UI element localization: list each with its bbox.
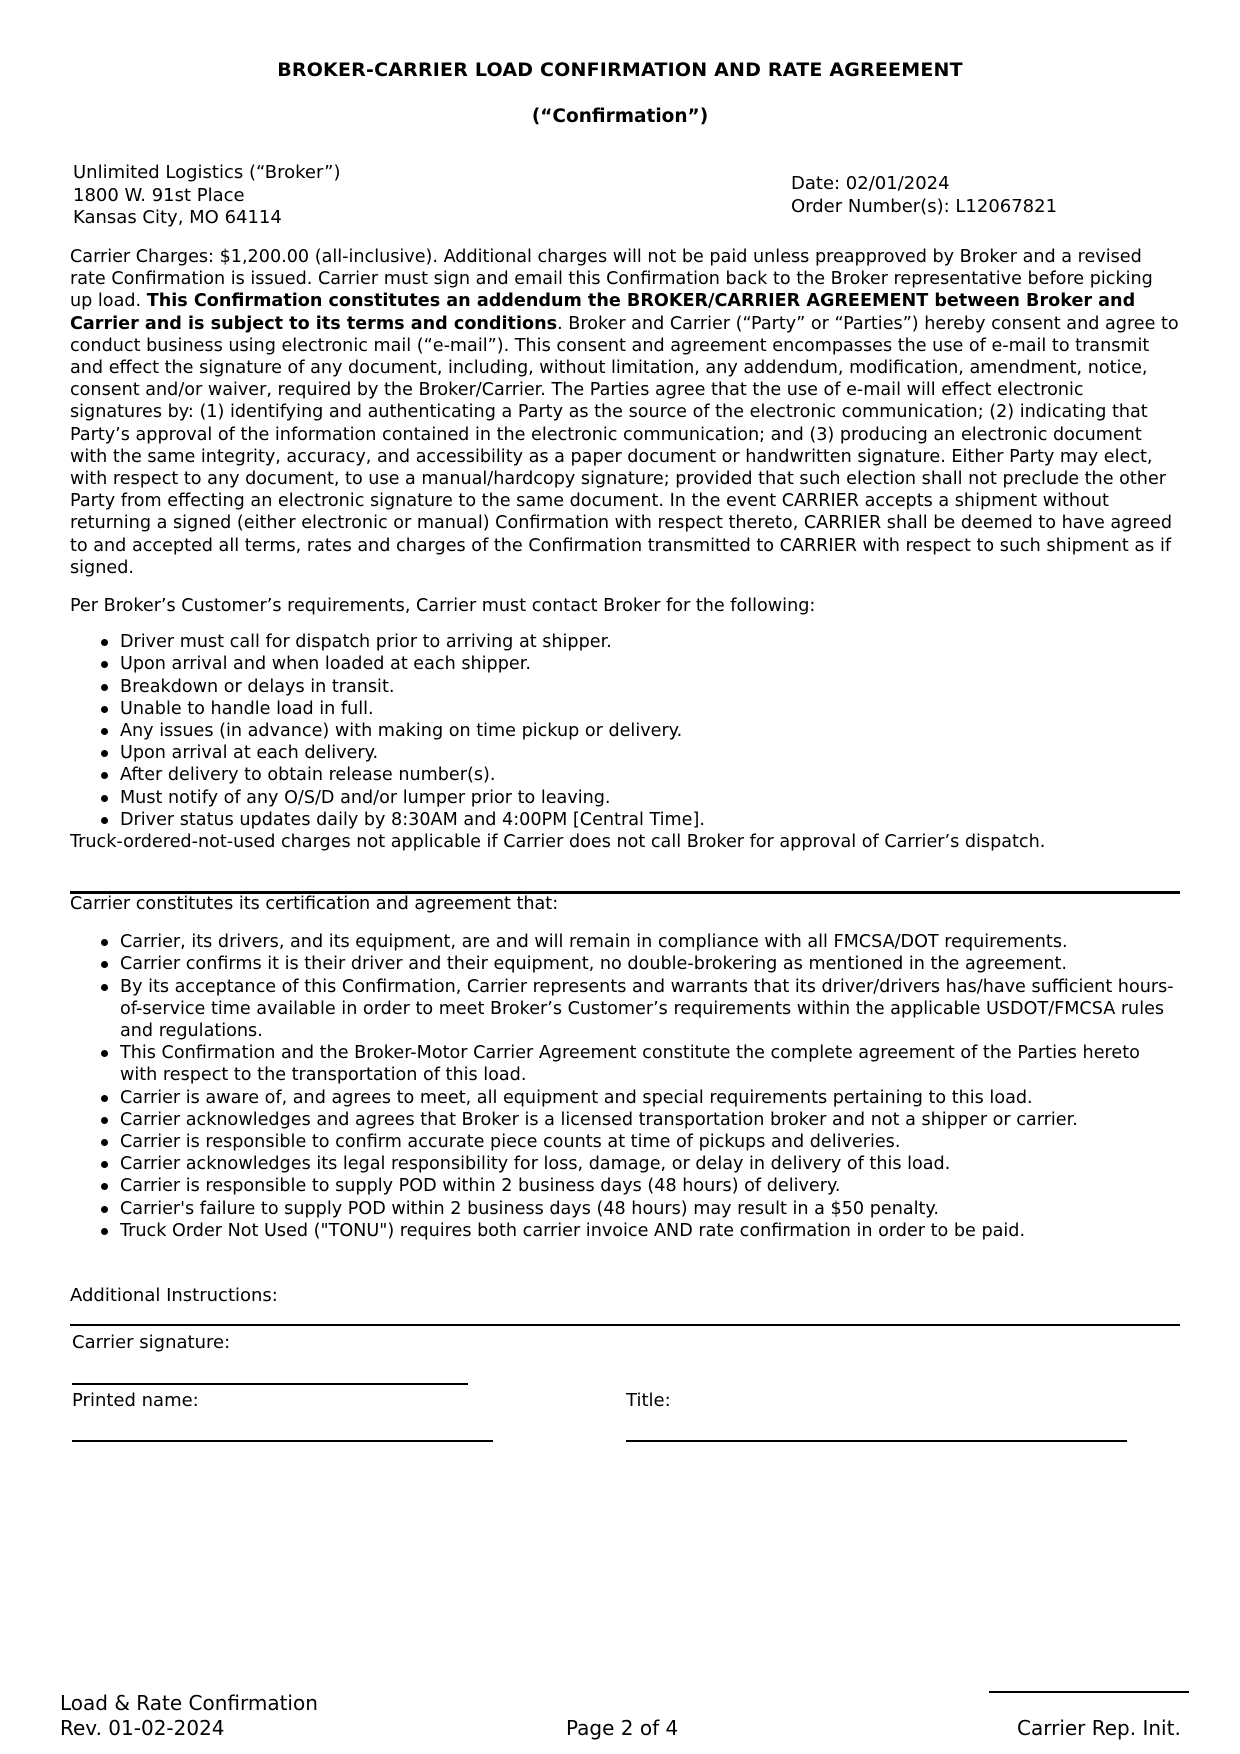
- printed-name-line[interactable]: [72, 1440, 493, 1442]
- list-item: Breakdown or delays in transit.: [120, 676, 1180, 698]
- initials-line[interactable]: [989, 1691, 1189, 1693]
- list-item: Upon arrival at each delivery.: [120, 742, 1180, 764]
- list-item: Carrier acknowledges and agrees that Broker is a licensed transportation broker and not a shipper or carrier.: [120, 1109, 1180, 1131]
- agreement-paragraph: [70, 246, 1180, 579]
- list-item: By its acceptance of this Confirmation, Carrier represents and warrants that its driver/drivers has/have sufficient hours-of-service time available in order to meet Broker’s Customer’s requirements within the applicable USDOT/FMCSA rules and regulations.: [120, 976, 1180, 1043]
- document-subtitle: (“Confirmation”): [531, 106, 709, 127]
- list-item: Truck Order Not Used ("TONU") requires both carrier invoice AND rate confirmation in order to be paid.: [120, 1220, 1180, 1242]
- document-title: BROKER-CARRIER LOAD CONFIRMATION AND RATE AGREEMENT: [277, 59, 963, 81]
- list-item: Carrier, its drivers, and its equipment, are and will remain in compliance with all FMCSA/DOT requirements.: [120, 931, 1180, 953]
- carrier-signature-line[interactable]: [72, 1383, 468, 1385]
- footer-initials-label: Carrier Rep. Init.: [1017, 1716, 1181, 1740]
- order-date: Date: 02/01/2024: [791, 173, 950, 194]
- certification-intro: Carrier constitutes its certification and agreement that:: [70, 894, 559, 914]
- list-item: This Confirmation and the Broker-Motor Carrier Agreement constitute the complete agreement of the Parties hereto with respect to the transportation of this load.: [120, 1042, 1180, 1086]
- footer-revision: Rev. 01-02-2024: [60, 1716, 225, 1740]
- agreement-bold-clause: This Confirmation constitutes an addendum the BROKER/CARRIER AGREEMENT between Broker and Carrier and is subject to its terms and conditions: [70, 291, 1136, 334]
- footer-doc-name: Load & Rate Confirmation: [60, 1691, 318, 1715]
- list-item: Driver status updates daily by 8:30AM and 4:00PM [Central Time].: [120, 809, 1180, 831]
- list-item: Driver must call for dispatch prior to arriving at shipper.: [120, 631, 1180, 653]
- printed-name-label: Printed name:: [72, 1390, 199, 1411]
- list-item: Any issues (in advance) with making on time pickup or delivery.: [120, 720, 1180, 742]
- list-item: Must notify of any O/S/D and/or lumper prior to leaving.: [120, 787, 1180, 809]
- list-item: Carrier is responsible to supply POD within 2 business days (48 hours) of delivery.: [120, 1175, 1180, 1197]
- contact-intro: Per Broker’s Customer’s requirements, Carrier must contact Broker for the following:: [70, 596, 816, 617]
- order-meta: [791, 173, 1057, 218]
- agreement-lead: Carrier Charges: $1,200.00 (all-inclusive). Additional charges will not be paid unless preapproved by Broker and a revised rate Confirmation is issued. Carrier must sign and email this Confirmation back to the Broker representative before picking up load.: [70, 247, 1153, 312]
- footer-page-number: Page 2 of 4: [566, 1716, 679, 1740]
- list-item: Unable to handle load in full.: [120, 698, 1180, 720]
- title-label: Title:: [626, 1390, 671, 1411]
- contact-list: [70, 631, 1180, 831]
- list-item: Upon arrival and when loaded at each shipper.: [120, 653, 1180, 675]
- certification-section: [70, 893, 1180, 1242]
- broker-name: Unlimited Logistics (“Broker”): [73, 162, 341, 183]
- tonu-note: Truck-ordered-not-used charges not applicable if Carrier does not call Broker for approval of Carrier’s dispatch.: [70, 832, 1046, 853]
- order-number: Order Number(s): L12067821: [791, 195, 1058, 217]
- agreement-rest: . Broker and Carrier (“Party” or “Parties”) hereby consent and agree to conduct business using electronic mail (“e-mail”). This consent and agreement encompasses the use of e-mail to transmit and effect the signature of any document, including, without limitation, any addendum, modification, amendment, notice, consent and/or waiver, required by the Broker/Carrier. The Parties agree that the use of e-mail will effect electronic signatures by: (1) identifying and authenticating a Party as the source of the electronic communication; (2) indicating that Party’s approval of the information contained in the electronic communication; and (3) producing an electronic document with the same integrity, accuracy, and accessibility as a paper document or handwritten signature. Either Party may elect, with respect to any document, to use a manual/hardcopy signature; provided that such election shall not preclude the other Party from effecting an electronic signature to the same document. In the event CARRIER accepts a shipment without returning a signed (either electronic or manual) Confirmation with respect thereto, CARRIER shall be deemed to have agreed to and accepted all terms, rates and charges of the Confirmation transmitted to CARRIER with respect to such shipment as if signed.: [70, 313, 1179, 578]
- list-item: Carrier confirms it is their driver and their equipment, no double-brokering as mentioned in the agreement.: [120, 953, 1180, 975]
- list-item: Carrier acknowledges its legal responsibility for loss, damage, or delay in delivery of this load.: [120, 1153, 1180, 1175]
- additional-instructions-label: Additional Instructions:: [70, 1285, 278, 1306]
- agreement-section: [70, 246, 1180, 853]
- broker-street: 1800 W. 91st Place: [73, 184, 245, 206]
- certification-list: [70, 931, 1180, 1242]
- title-line[interactable]: [626, 1440, 1127, 1442]
- additional-instructions-line[interactable]: [70, 1324, 1180, 1326]
- list-item: Carrier's failure to supply POD within 2 business days (48 hours) may result in a $50 penalty.: [120, 1198, 1180, 1220]
- broker-city: Kansas City, MO 64114: [73, 207, 282, 228]
- list-item: After delivery to obtain release number(s).: [120, 764, 1180, 786]
- list-item: Carrier is aware of, and agrees to meet, all equipment and special requirements pertaining to this load.: [120, 1087, 1180, 1109]
- broker-address: [73, 162, 341, 230]
- footer-left: [60, 1691, 318, 1741]
- list-item: Carrier is responsible to confirm accurate piece counts at time of pickups and deliveries.: [120, 1131, 1180, 1153]
- carrier-signature-label: Carrier signature:: [72, 1332, 231, 1353]
